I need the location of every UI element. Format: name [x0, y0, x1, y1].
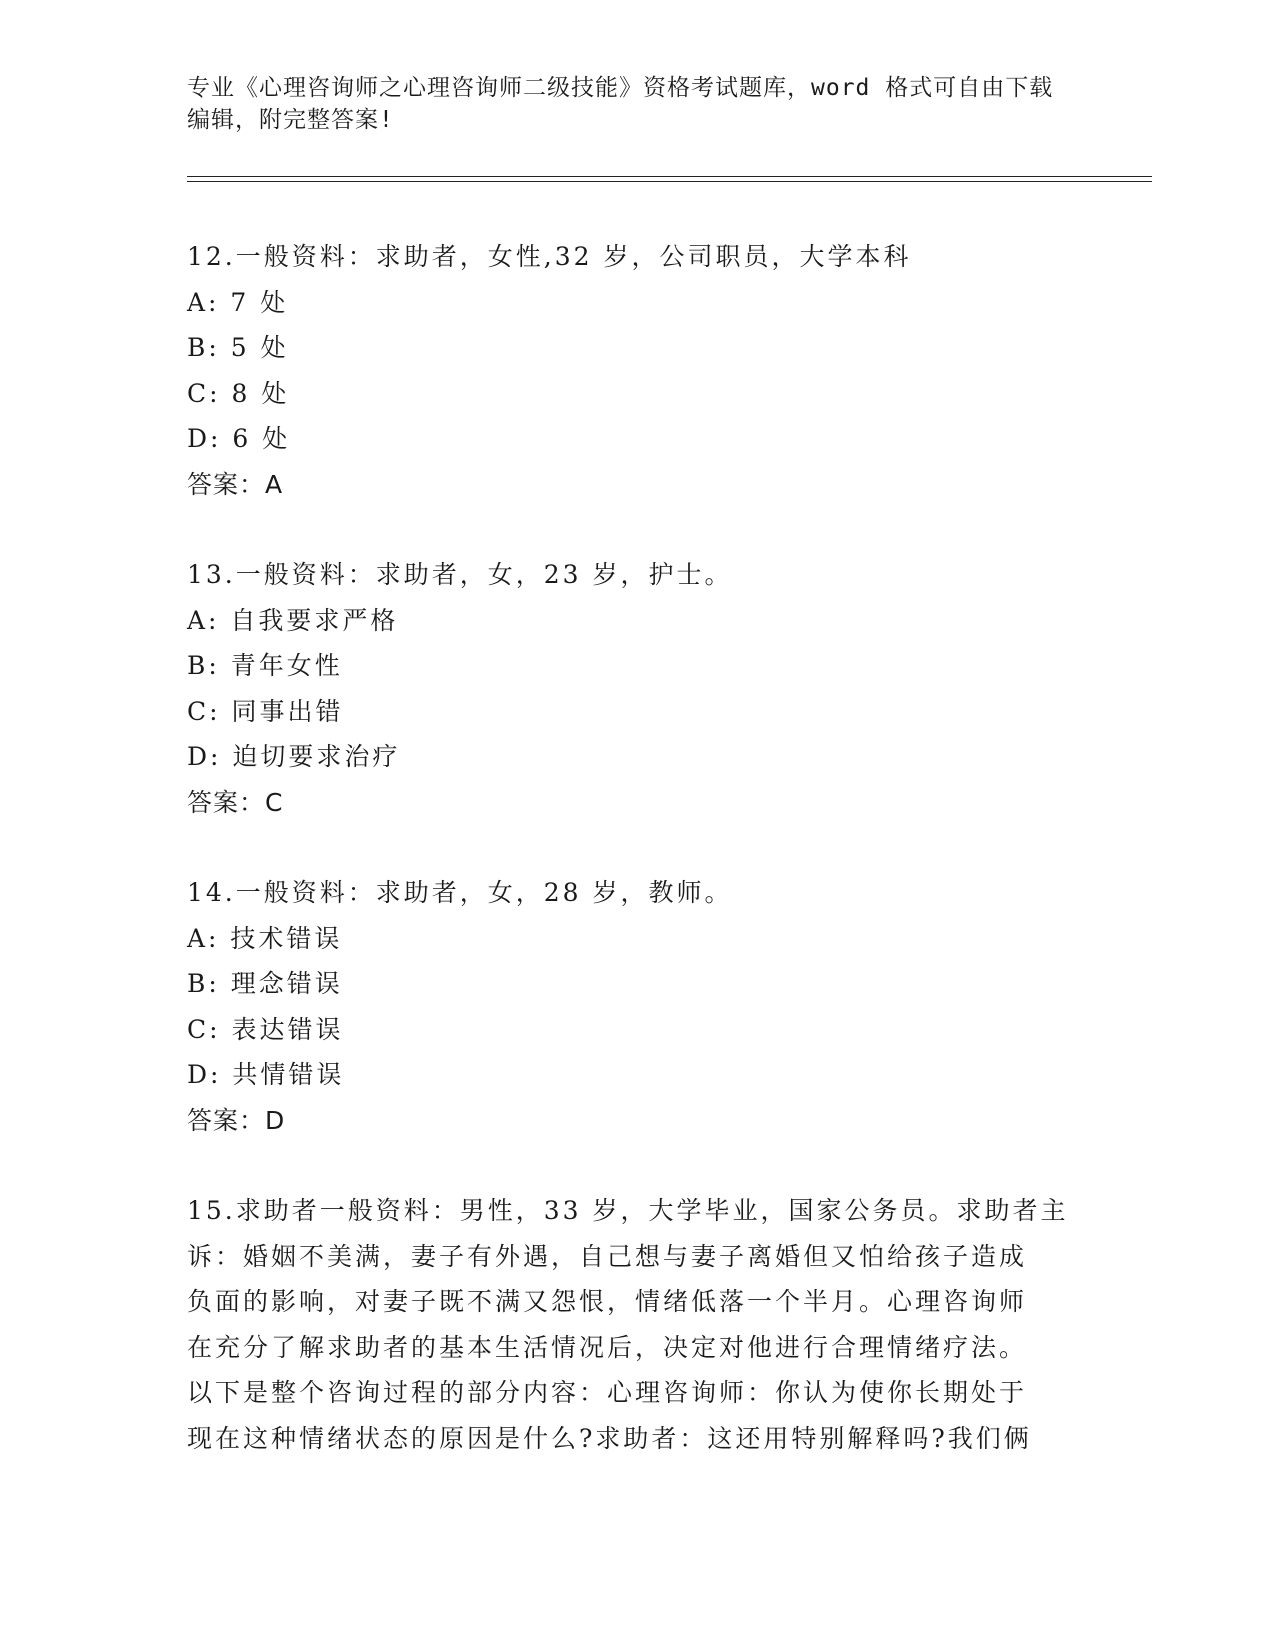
- option-a: A: 7 处: [187, 287, 289, 317]
- option-d: D: 共情错误: [187, 1060, 345, 1089]
- option-c: C: 表达错误: [187, 1014, 344, 1044]
- option-a: A: 自我要求严格: [187, 605, 399, 635]
- paragraph-line: 15.求助者一般资料：男性，33 岁，大学毕业，国家公务员。求助者主: [187, 1196, 1069, 1225]
- option-b: B: 青年女性: [187, 651, 343, 680]
- option-a: A: 技术错误: [187, 923, 343, 953]
- option-c: C: 同事出错: [187, 696, 344, 726]
- answer-line: 答案：D: [187, 1105, 286, 1135]
- question-stem: 13.一般资料：求助者，女，23 岁，护士。: [187, 560, 733, 589]
- question-15-paragraph: [187, 1188, 1087, 1461]
- question-12: [187, 234, 1087, 507]
- answer-line: 答案：C: [187, 787, 284, 817]
- option-b: B: 理念错误: [187, 969, 343, 998]
- document-header: [187, 72, 1067, 136]
- option-d: D: 迫切要求治疗: [187, 742, 401, 771]
- paragraph-line: 现在这种情绪状态的原因是什么?求助者：这还用特别解释吗?我们俩: [187, 1423, 1032, 1453]
- header-divider-bottom: [187, 181, 1152, 182]
- option-b: B: 5 处: [187, 333, 289, 362]
- question-13: [187, 552, 1087, 825]
- paragraph-line: 以下是整个咨询过程的部分内容：心理咨询师：你认为使你长期处于: [187, 1378, 1028, 1407]
- header-divider-top: [187, 176, 1152, 177]
- question-14: [187, 870, 1087, 1143]
- option-c: C: 8 处: [187, 378, 290, 408]
- question-15: [187, 1188, 1087, 1461]
- question-stem: 12.一般资料：求助者，女性,32 岁，公司职员，大学本科: [187, 242, 912, 271]
- paragraph-line: 在充分了解求助者的基本生活情况后，决定对他进行合理情绪疗法。: [187, 1332, 1028, 1362]
- answer-line: 答案：A: [187, 469, 284, 499]
- paragraph-line: 诉：婚姻不美满，妻子有外遇，自己想与妻子离婚但又怕给孩子造成: [187, 1241, 1028, 1271]
- option-d: D: 6 处: [187, 424, 291, 453]
- header-line-2: 编辑，附完整答案!: [187, 107, 394, 133]
- header-line-1: 专业《心理咨询师之心理咨询师二级技能》资格考试题库，word 格式可自由下载: [187, 75, 1054, 101]
- question-stem: 14.一般资料：求助者，女，28 岁，教师。: [187, 878, 733, 907]
- paragraph-line: 负面的影响，对妻子既不满又怨恨，情绪低落一个半月。心理咨询师: [187, 1287, 1028, 1316]
